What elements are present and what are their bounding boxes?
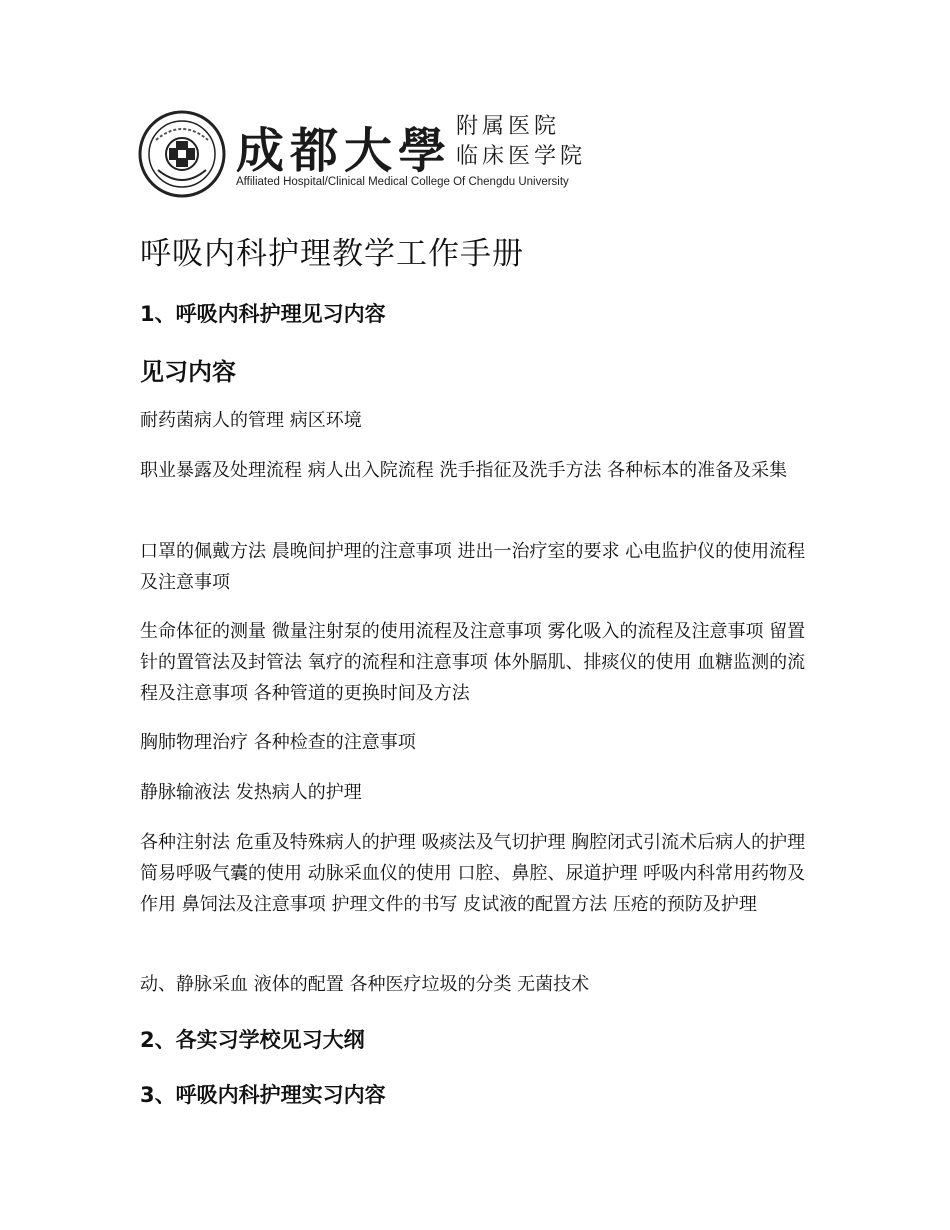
english-name: Affiliated Hospital/Clinical Medical College Of Chengdu University [236, 176, 569, 188]
hospital-seal-icon [138, 110, 226, 198]
paragraph: 动、静脉采血 液体的配置 各种医疗垃圾的分类 无菌技术 [140, 974, 590, 995]
document-title: 呼吸内科护理教学工作手册 [140, 236, 524, 272]
hospital-logo [138, 108, 598, 196]
paragraph: 静脉输液法 发热病人的护理 [140, 782, 362, 803]
paragraph: 职业暴露及处理流程 病人出入院流程 洗手指征及洗手方法 各种标本的准备及采集 [140, 460, 788, 481]
section-heading-2: 2、各实习学校见习大纲 [140, 1028, 365, 1052]
paragraph: 生命体征的测量 微量注射泵的使用流程及注意事项 雾化吸入的流程及注意事项 留置针的置管法及封管法 氧疗的流程和注意事项 体外膈肌、排痰仪的使用 血糖监测的流程及注意事项 各种管道的更换时间及方法 [140, 621, 806, 704]
section-heading-3: 3、呼吸内科护理实习内容 [140, 1083, 386, 1107]
paragraph: 胸肺物理治疗 各种检查的注意事项 [140, 732, 416, 753]
paragraph: 耐药菌病人的管理 病区环境 [140, 410, 362, 431]
paragraph: 各种注射法 危重及特殊病人的护理 吸痰法及气切护理 胸腔闭式引流术后病人的护理 简易呼吸气囊的使用 动脉采血仪的使用 口腔、鼻腔、尿道护理 呼吸内科常用药物及作用 鼻饲法及注意事项 护理文件的书写 皮试液的配置方法 压疮的预防及护理 [140, 832, 806, 915]
paragraph: 口罩的佩戴方法 晨晚间护理的注意事项 进出一治疗室的要求 心电监护仪的使用流程及注意事项 [140, 541, 806, 593]
department-name [456, 112, 586, 172]
department-line-1: 附属医院 [456, 114, 561, 139]
subheading: 见习内容 [140, 358, 236, 386]
section-heading-1: 1、呼吸内科护理见习内容 [140, 302, 386, 326]
brand-name: 成都大學 [236, 123, 453, 179]
department-line-2: 临床医学院 [456, 144, 587, 169]
